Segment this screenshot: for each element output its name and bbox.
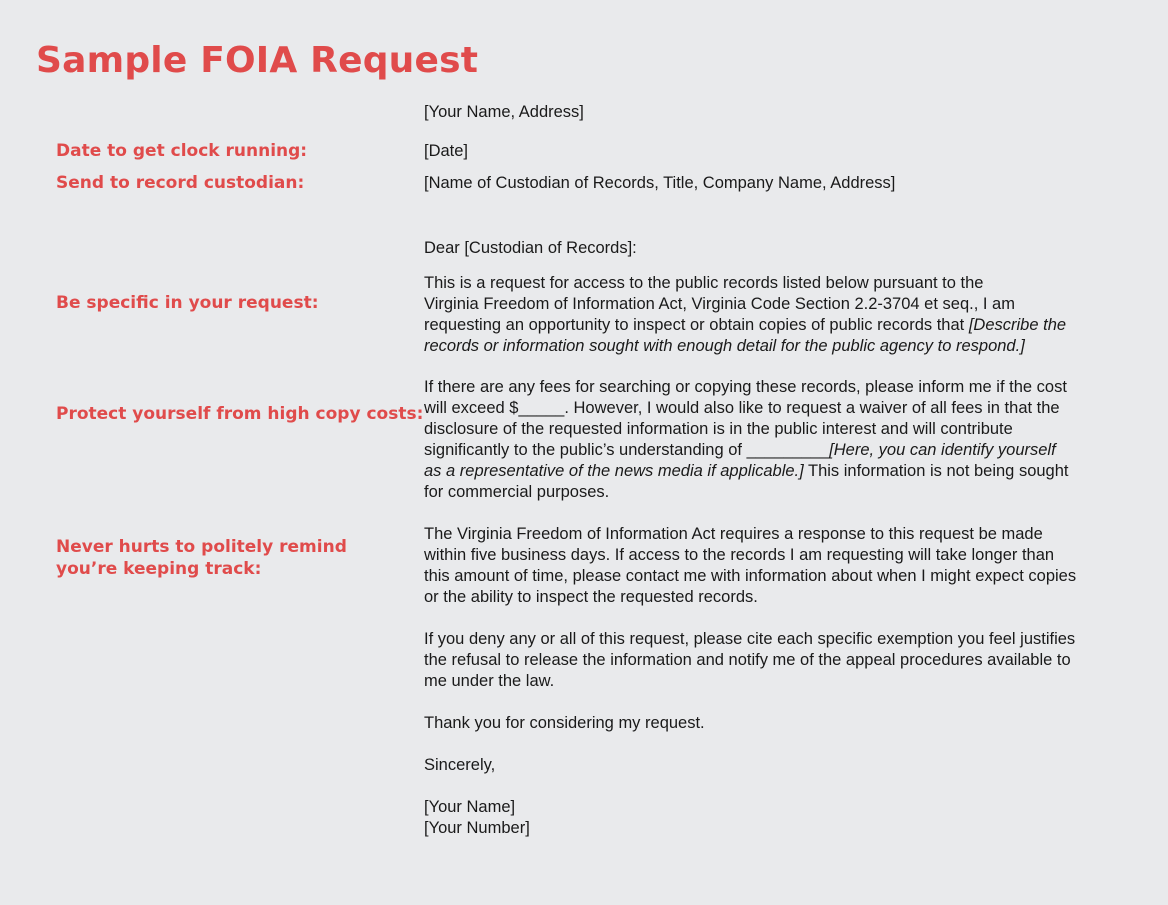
paragraph-line: The Virginia Freedom of Information Act requires a response to this request be made xyxy=(424,525,1043,543)
paragraph-line xyxy=(424,461,1124,482)
paragraph-line xyxy=(424,440,1124,461)
placeholder-text: [Describe the xyxy=(968,316,1067,334)
paragraph-line xyxy=(424,315,1124,336)
paragraph-deadline xyxy=(424,524,1124,608)
text-run: requesting an opportunity to inspect or obtain copies of public records that xyxy=(424,316,969,334)
paragraph-line: will exceed $_____. However, I would also like to request a waiver of all fees in that the xyxy=(424,399,1060,417)
closing: Sincerely, xyxy=(424,756,496,774)
note-remind-line-1: Never hurts to politely remind xyxy=(56,537,347,557)
placeholder-text: [Here, you can identify yourself xyxy=(829,441,1056,459)
paragraph-line: If you deny any or all of this request, please cite each specific exemption you feel justifies xyxy=(424,630,1076,648)
placeholder-text: as a representative of the news media if applicable.] xyxy=(424,462,804,480)
note-send-to-custodian: Send to record custodian: xyxy=(56,173,305,193)
thanks-line: Thank you for considering my request. xyxy=(424,714,705,732)
note-remind-line-2: you’re keeping track: xyxy=(56,559,262,579)
note-date: Date to get clock running: xyxy=(56,141,308,161)
paragraph-line: disclosure of the requested information is in the public interest and will contribute xyxy=(424,420,1013,438)
letter-date: [Date] xyxy=(424,142,469,160)
paragraph-line: within five business days. If access to the records I am requesting will take longer than xyxy=(424,546,1055,564)
paragraph-line: This is a request for access to the public records listed below pursuant to the xyxy=(424,274,984,292)
note-copy-costs: Protect yourself from high copy costs: xyxy=(56,404,424,424)
signature-name: [Your Name] xyxy=(424,798,516,816)
signature-block xyxy=(424,797,1124,839)
text-run: This information is not being sought xyxy=(803,462,1069,480)
signature-number: [Your Number] xyxy=(424,819,530,837)
paragraph-line xyxy=(424,336,1124,357)
paragraph-line: If there are any fees for searching or copying these records, please inform me if the cost xyxy=(424,378,1067,396)
placeholder-text: records or information sought with enough detail for the public agency to respond.] xyxy=(424,337,1025,355)
paragraph-fees xyxy=(424,377,1124,503)
text-run: significantly to the public’s understanding of _________ xyxy=(424,441,830,459)
paragraph-line: or the ability to inspect the requested records. xyxy=(424,588,758,606)
paragraph-line: me under the law. xyxy=(424,672,555,690)
note-be-specific: Be specific in your request: xyxy=(56,293,319,313)
paragraph-line: Virginia Freedom of Information Act, Virginia Code Section 2.2-3704 et seq., I am xyxy=(424,295,1015,313)
paragraph-line: for commercial purposes. xyxy=(424,483,610,501)
page-title: Sample FOIA Request xyxy=(36,40,479,81)
paragraph-line: the refusal to release the information and notify me of the appeal procedures available to xyxy=(424,651,1071,669)
note-remind xyxy=(56,536,347,580)
paragraph-denial xyxy=(424,629,1124,692)
sender-name-address: [Your Name, Address] xyxy=(424,103,584,121)
paragraph-line: this amount of time, please contact me with information about when I might expect copies xyxy=(424,567,1077,585)
greeting: Dear [Custodian of Records]: xyxy=(424,239,637,257)
paragraph-request xyxy=(424,273,1124,357)
custodian-address: [Name of Custodian of Records, Title, Company Name, Address] xyxy=(424,174,896,192)
